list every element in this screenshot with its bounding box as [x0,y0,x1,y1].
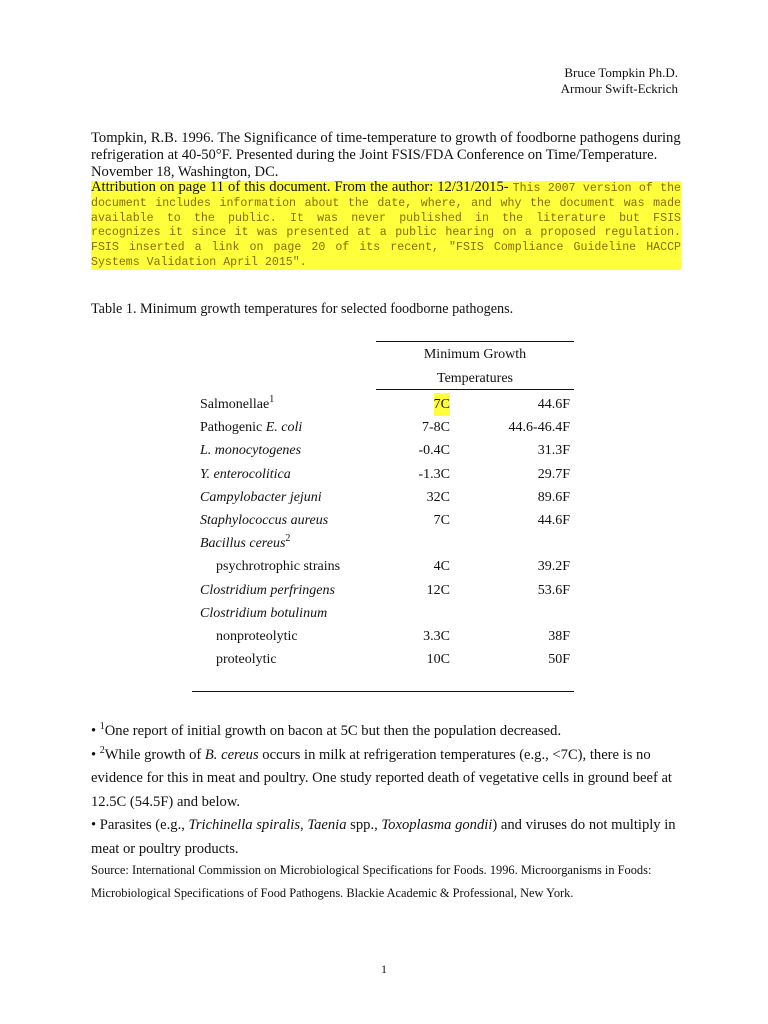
table-row [200,532,574,555]
footnote-2: • $^2$While growth of B. cereus occurs in milk at refrigeration temperatures (e.g., <7C), there is no evidence for this in meat and poultry. One study reported death of vegetative cells in ground beef at 12.5C (54.5F) and below. [91,744,672,810]
pathogen-name: L. monocytogenes [200,443,302,459]
temp-fahrenheit: 44.6-46.4F [508,420,570,436]
table-row [200,602,574,625]
temp-celsius: 3.3C [423,629,450,644]
citation-block [91,130,681,270]
attribution-lead: Attribution on page 11 of this document. From the author: 12/31/2015- [91,179,509,195]
temp-fahrenheit: 31.3F [537,443,570,459]
table-row [200,579,574,602]
table-top-rule [376,341,574,342]
temp-fahrenheit: 44.6F [537,513,570,528]
temp-celsius: 7-8C [422,420,450,436]
attribution-text: This 2007 version of the document includes information about the date, where, and why the document was made available to the public. It was never published in the literature but FSIS recognizes it since it was presented at a public hearing on a proposed regulation. FSIS inserted a link on page 20 of its recent, "FSIS Compliance Guideline HACCP Systems Validation April 2015". [91,182,681,269]
pathogen-name: Clostridium botulinum [200,605,328,621]
temp-fahrenheit: 50F [548,652,570,668]
table-row [200,439,574,462]
temp-fahrenheit: 53.6F [537,582,570,598]
temp-fahrenheit: 38F [548,629,570,644]
temp-celsius: 7C [433,513,450,528]
temp-celsius: -1.3C [418,466,450,482]
footnotes [91,720,681,861]
table-row [200,393,574,416]
table-header-line1: Minimum Growth [423,347,527,362]
attribution-note [91,181,681,270]
table-row [200,509,574,532]
temp-fahrenheit: 39.2F [537,559,570,575]
pathogen-name: Bacillus cereus$^2$ [200,533,291,552]
table-row [200,648,574,671]
table-row [200,463,574,486]
temp-celsius: -0.4C [418,443,450,459]
source-line-2: Microbiological Specifications of Food Pathogens. Blackie Academic & Professional, New York. [91,886,574,900]
author-name: Bruce Tompkin Ph.D. [564,65,678,80]
temp-celsius: 10C [426,652,450,668]
temp-fahrenheit: 44.6F [537,397,570,412]
table-row [200,555,574,578]
table-row [200,486,574,509]
temp-celsius: 7C [434,393,450,416]
page-number: 1 [381,962,387,976]
pathogen-name: Y. enterocolitica [200,466,291,482]
temp-celsius: 32C [426,489,450,505]
footnote-1: • $^1$One report of initial growth on bacon at 5C but then the population decreased. [91,721,562,739]
table-header-rule [376,389,574,390]
pathogen-name: proteolytic [216,652,277,668]
pathogen-name: nonproteolytic [216,629,298,644]
source-line-1: Source: International Commission on Microbiological Specifications for Foods. 1996. Microorganisms in Foods: [91,863,652,877]
footnote-parasites: • Parasites (e.g., Trichinella spiralis, Taenia spp., Toxoplasma gondii) and viruses do not multiply in meat or poultry products. [91,817,676,857]
temp-celsius: 4C [433,559,450,575]
temp-fahrenheit: 89.6F [537,489,570,505]
temp-celsius: 12C [426,582,450,598]
pathogen-name: Clostridium perfringens [200,582,335,598]
pathogen-name: Salmonellae$^1$ [200,394,275,412]
table-caption: Table 1. Minimum growth temperatures for selected foodborne pathogens. [91,301,514,317]
pathogen-name: psychrotrophic strains [216,559,341,575]
pathogen-name: Pathogenic E. coli [200,420,303,436]
pathogen-name: Campylobacter jejuni [200,489,322,505]
table-bottom-rule [192,691,574,692]
table-header-line2: Temperatures [437,371,513,386]
author-organization: Armour Swift-Eckrich [560,81,678,96]
citation-reference: Tompkin, R.B. 1996. The Significance of time-temperature to growth of foodborne pathogens during refrigeration at 40-50°F. Presented during the Joint FSIS/FDA Conference on Time/Temperature. November 18, Washington, DC. [91,130,681,180]
source-citation [91,859,691,905]
pathogen-name: Staphylococcus aureus [200,513,329,528]
table-row [200,625,574,648]
temp-fahrenheit: 29.7F [537,466,570,482]
table-row [200,416,574,439]
